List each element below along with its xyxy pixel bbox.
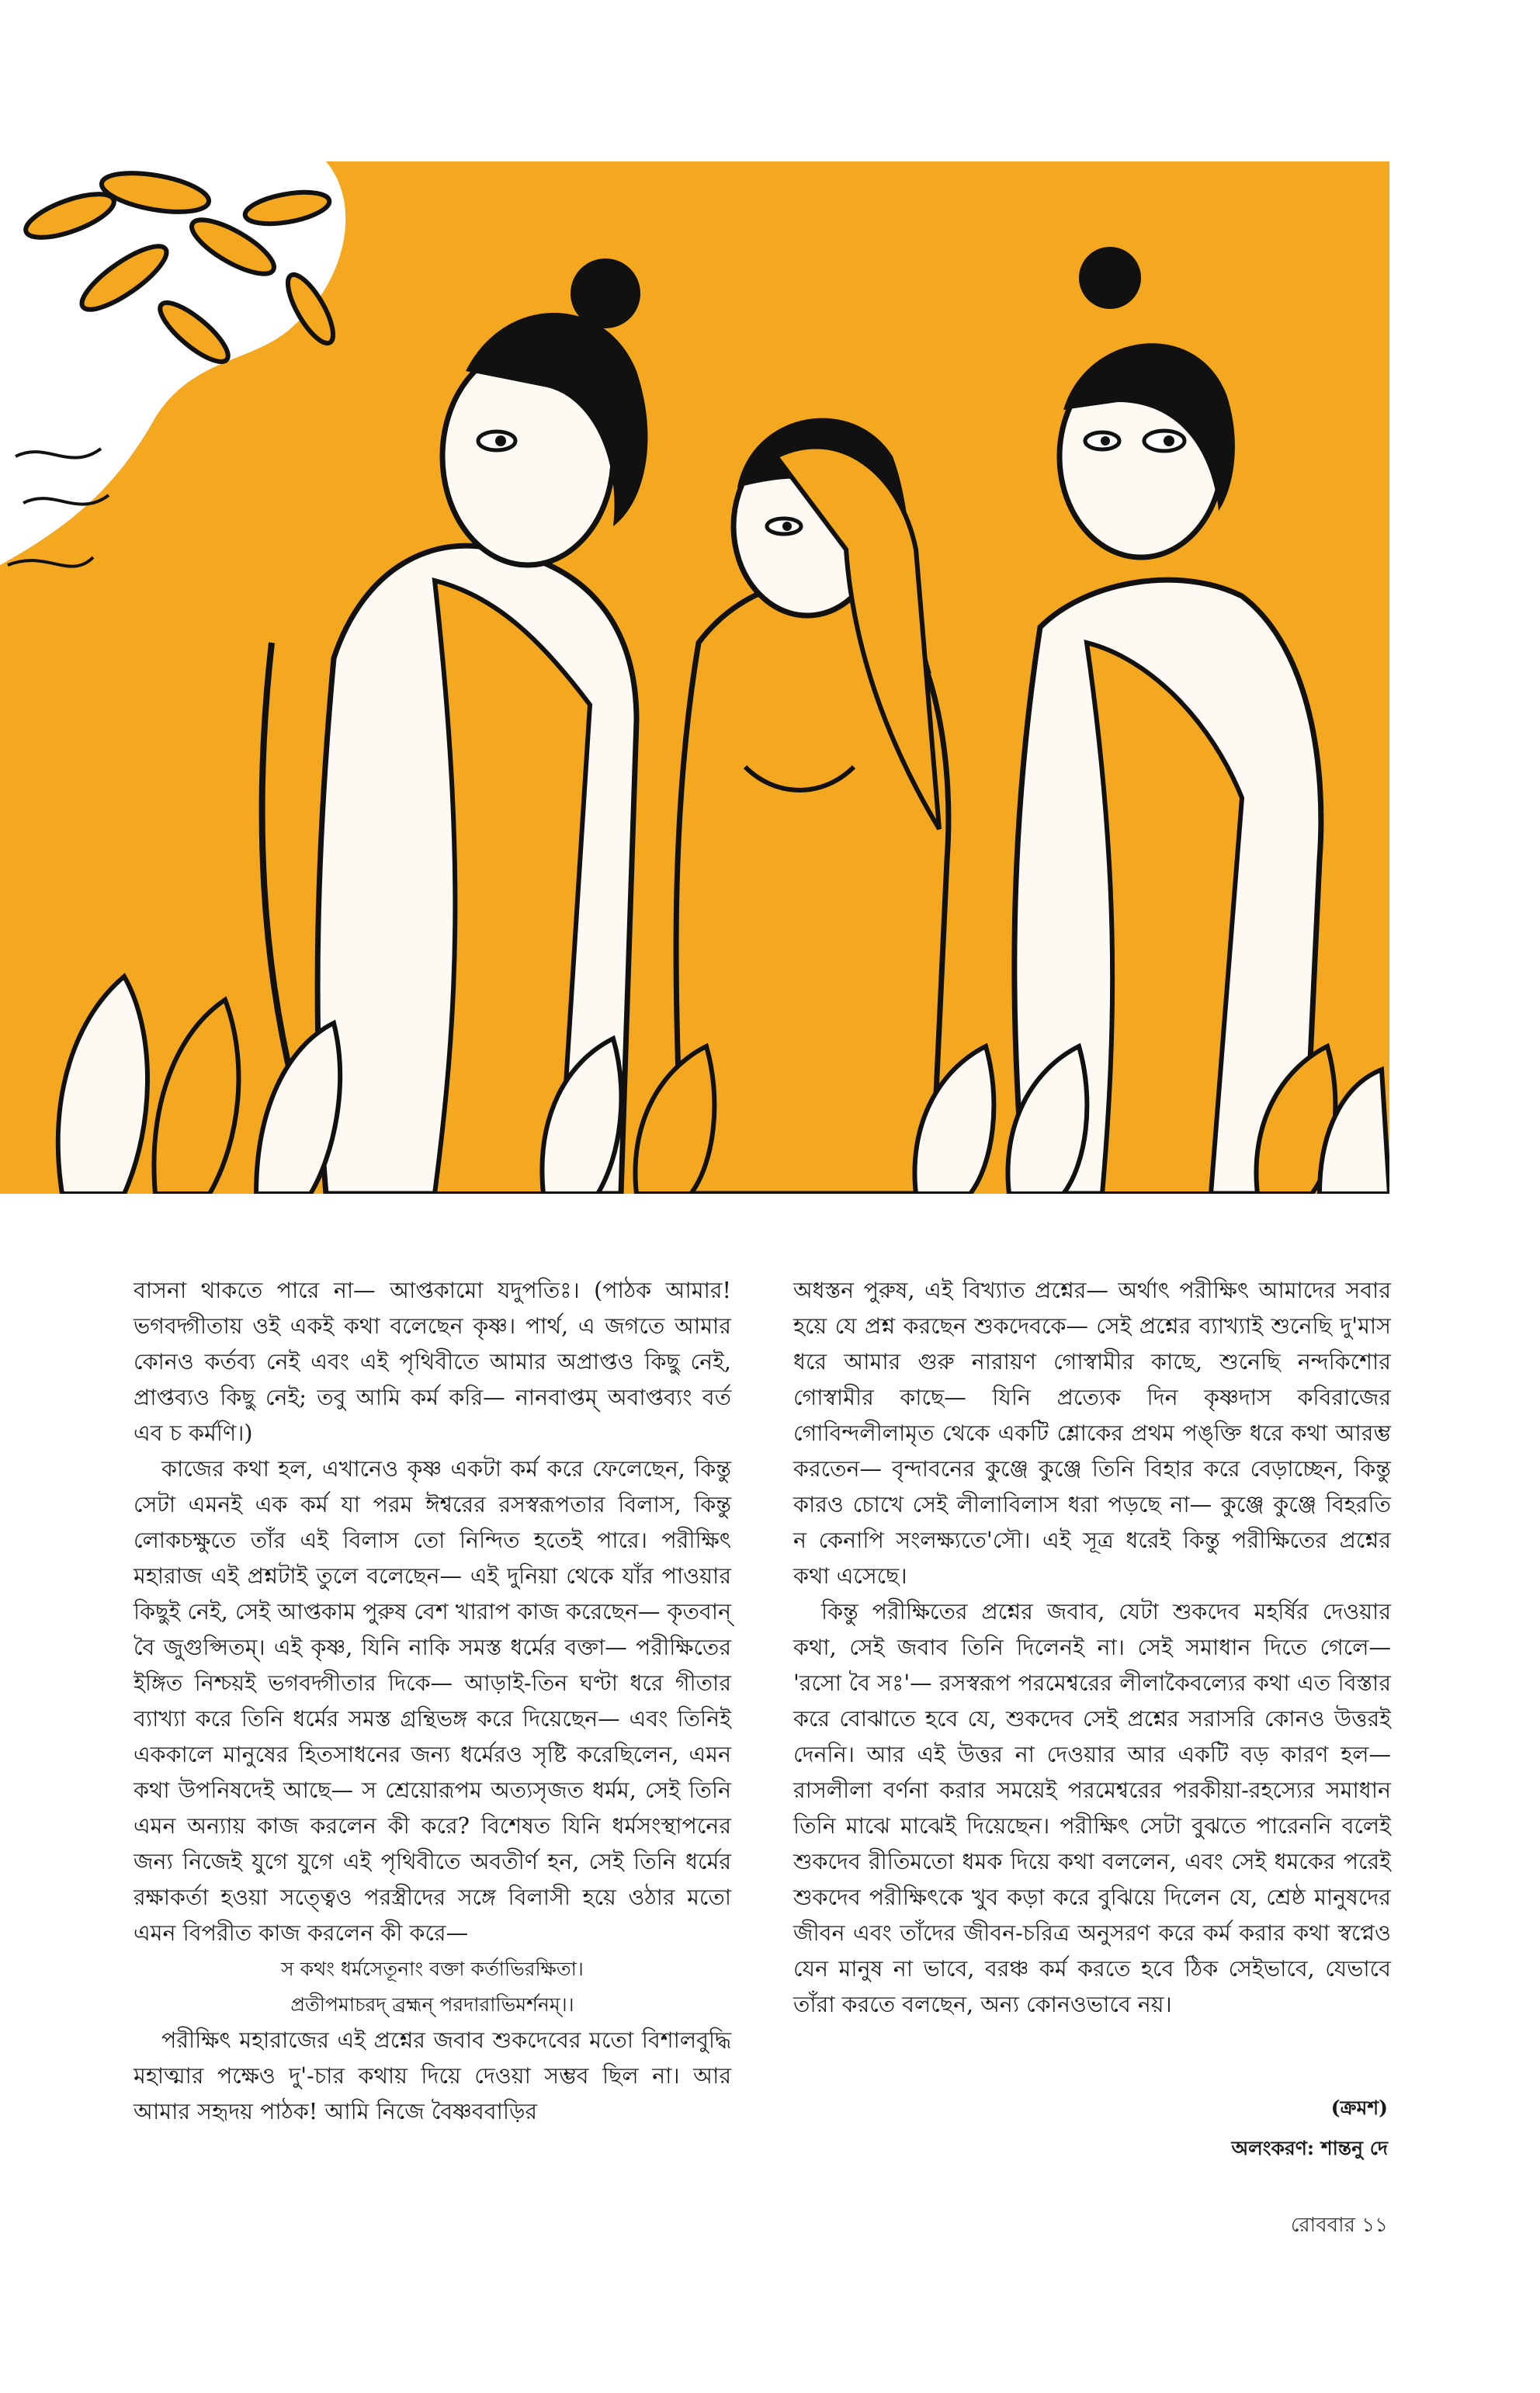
verse-line: প্রতীপমাচরদ্ ব্রহ্মন্ পরদারাভিমর্শনম্।। [290,1993,574,2016]
paragraph: কাজের কথা হল, এখানেও কৃষ্ণ একটা কর্ম করে ফেলেছেন, কিন্তু সেটা এমনই এক কর্ম যা পরম ঈশ্বরের রসস্বরূপতার বিলাস, কিন্তু লোকচক্ষুতে তাঁর এই বিলাস তো নিন্দিত হতেই পারে। পরীক্ষিৎ মহারাজ এই প্রশ্নটাই তুলে বলেছেন— এই দুনিয়া থেকে যাঁর পাওয়ার কিছুই নেই, সেই আপ্তকাম পুরুষ বেশ খারাপ কাজ করেছেন— কৃতবান্ বৈ জুগুপ্সিতম্। এই কৃষ্ণ, যিনি নাকি সমস্ত ধর্মের বক্তা— পরীক্ষিতের ইঙ্গিত নিশ্চয়ই ভগবদ্গীতার দিকে— আড়াই-তিন ঘণ্টা ধরে গীতার ব্যাখ্যা করে তিনি ধর্মের সমস্ত গ্রন্থিভঙ্গ করে দিয়েছেন— এবং তিনিই এককালে মানুষের হিতসাধনের জন্য ধর্মেরও সৃষ্টি করেছিলেন, এমন কথা উপনিষদেই আছে— স শ্রেয়োরূপম অত্যসৃজত ধর্মম, সেই তিনি এমন অন্যায় কাজ করলেন কী করে? বিশেষত যিনি ধর্মসংস্থাপনের জন্য নিজেই যুগে যুগে এই পৃথিবীতে অবতীর্ণ হন, সেই তিনি ধর্মের রক্ষাকর্তা হওয়া সত্ত্বেও পরস্ত্রীদের সঙ্গে বিলাসী হয়ে ওঠার মতো এমন বিপরীত কাজ করলেন কী করে— [134,1456,731,1946]
continued-marker: (ক্রমশ) [1330,2096,1388,2119]
illustration-artwork [0,161,1389,1194]
article-right-column [793,1273,1391,2023]
article-left-column [134,1273,731,2130]
illustration-credit: অলংকরণ: শান্তনু দে [1231,2137,1388,2159]
page-folio: রোববার ১১ [1290,2214,1388,2237]
paragraph: কিন্তু পরীক্ষিতের প্রশ্নের জবাব, যেটা শুকদেব মহর্ষির দেওয়ার কথা, সেই জবাব তিনি দিলেনই না। সেই সমাধান দিতে গেলে— 'রসো বৈ সঃ'— রসস্বরূপ পরমেশ্বরের লীলাকৈবল্যের কথা এত বিস্তার করে বোঝাতে হবে যে, শুকদেব সেই প্রশ্নের সরাসরি কোনও উত্তরই দেননি। আর এই উত্তর না দেওয়ার আর একটি বড় কারণ হল— রাসলীলা বর্ণনা করার সময়েই পরমেশ্বরের পরকীয়া-রহস্যের সমাধান তিনি মাঝে মাঝেই দিয়েছেন। পরীক্ষিৎ সেটা বুঝতে পারেননি বলেই শুকদেব রীতিমতো ধমক দিয়ে কথা বললেন, এবং সেই ধমকের পরেই শুকদেব পরীক্ষিৎকে খুব কড়া করে বুঝিয়ে দিলেন যে, শ্রেষ্ঠ মানুষদের জীবন এবং তাঁদের জীবন-চরিত্র অনুসরণ করে কর্ম করার কথা স্বপ্নেও যেন মানুষ না ভাবে, বরঞ্চ কর্ম করতে হবে ঠিক সেইভাবে, যেভাবে তাঁরা করতে বলছেন, অন্য কোনওভাবে নয়। [793,1599,1391,2017]
paragraph: বাসনা থাকতে পারে না— আপ্তকামো যদুপতিঃ। (পাঠক আমার! ভগবদ্গীতায় ওই একই কথা বলেছেন কৃষ্ণ। পার্থ, এ জগতে আমার কোনও কর্তব্য নেই এবং এই পৃথিবীতে আমার অপ্রাপ্তও কিছু নেই, প্রাপ্তব্যও কিছু নেই; তবু আমি কর্ম করি— নানবাপ্তম্ অবাপ্তব্যং বর্ত এব চ কর্মণি।) [134,1278,731,1446]
ramayana-trio-illustration [0,161,1389,1194]
paragraph: অধস্তন পুরুষ, এই বিখ্যাত প্রশ্নের— অর্থাৎ পরীক্ষিৎ আমাদের সবার হয়ে যে প্রশ্ন করছেন শুকদেবকে— সেই প্রশ্নের ব্যাখ্যাই শুনেছি দু'মাস ধরে আমার গুরু নারায়ণ গোস্বামীর কাছে, শুনেছি নন্দকিশোর গোস্বামীর কাছে— যিনি প্রত্যেক দিন কৃষ্ণদাস কবিরাজের গোবিন্দলীলামৃত থেকে একটি শ্লোকের প্রথম পঙ্‌ক্তি ধরে কথা আরম্ভ করতেন— বৃন্দাবনের কুঞ্জে কুঞ্জে তিনি বিহার করে বেড়াচ্ছেন, কিন্তু কারও চোখে সেই লীলাবিলাস ধরা পড়ছে না— কুঞ্জে কুঞ্জে বিহরতি ন কেনাপি সংলক্ষ্যতে'সৌ। এই সূত্র ধরেই কিন্তু পরীক্ষিতের প্রশ্নের কথা এসেছে। [793,1278,1391,1589]
paragraph: পরীক্ষিৎ মহারাজের এই প্রশ্নের জবাব শুকদেবের মতো বিশালবুদ্ধি মহাত্মার পক্ষেও দু'-চার কথায় দিয়ে দেওয়া সম্ভব ছিল না। আর আমার সহৃদয় পাঠক! আমি নিজে বৈষ্ণববাড়ির [134,2027,731,2124]
verse-line: স কথং ধর্মসেতূনাং বক্তা কর্তাভিরক্ষিতা। [281,1958,584,1980]
